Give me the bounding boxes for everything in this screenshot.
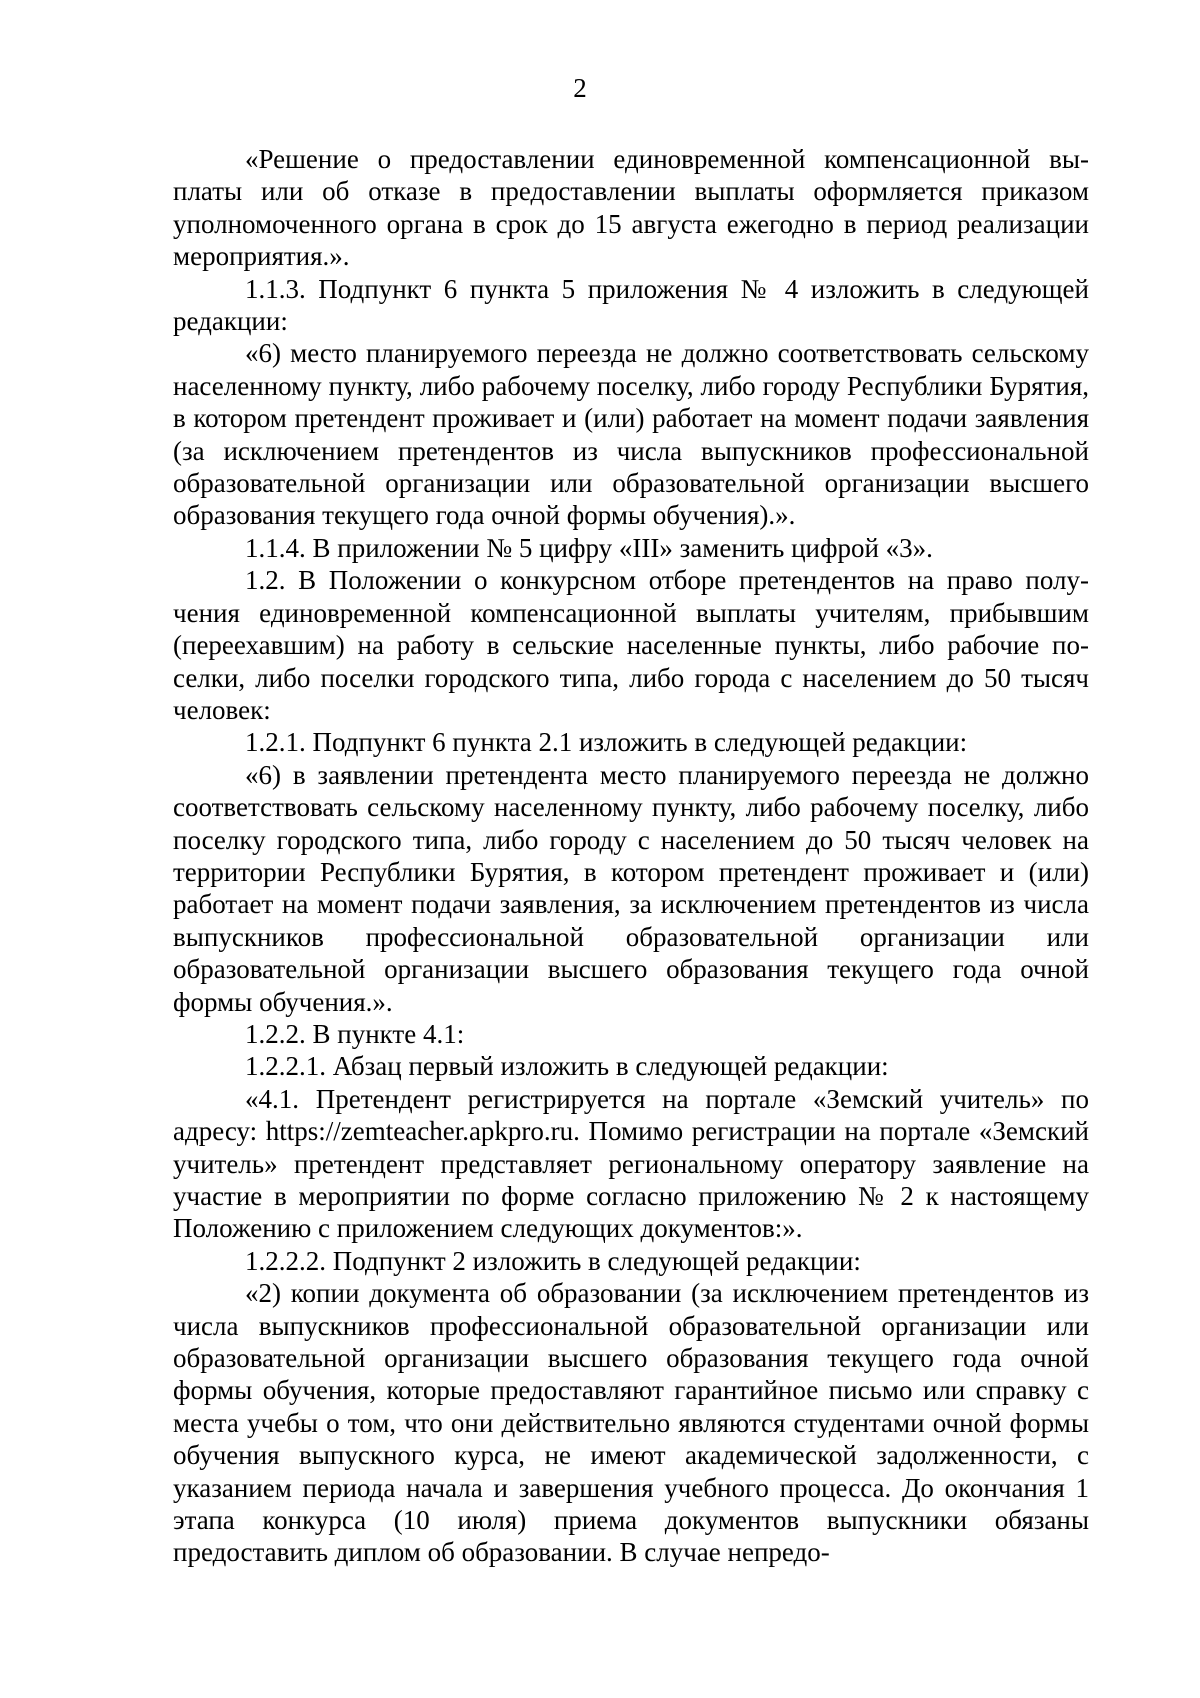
paragraph-subitem-6-text: «6) место планируемого переезда не должно соответствовать сельскому населенному пункту, либо рабочему поселку, либо городу Республики Бурятия, в котором претендент проживает и (или) работает на момент подачи заявления (за исключением претендентов из числа выпускников профессиональной образовательной организации или образовательной организации высшего образования текущего года очной формы обучения).».: [173, 338, 1089, 531]
paragraph-subitem-2-text: «2) копии документа об образовании (за исключением претендентов из числа выпускников профессиональной образовательной организации или образовательной организации высшего образования текущего года очной формы обучения, которые предоставляют гарантийное письмо или справку с места учебы о том, что они действительно являются студентами очной формы обучения выпускного курса, не имеют академической задолженности, с указанием периода начала и завершения учебного процесса. До окончания 1 этапа конкурса (10 июля) приема документов выпускники обязаны предоставить диплом об образовании. В случае непредо-: [173, 1278, 1089, 1568]
document-body: [173, 143, 1089, 1569]
paragraph-subitem-6-application-text: «6) в заявлении претендента место планируемого переезда не должно соответствовать сельскому населенному пункту, либо рабочему поселку, либо поселку городского типа, либо городу с населением до 50 тысяч человек на территории Республики Бурятия, в котором претендент проживает и (или) работает на момент подачи заявления, за исключением претендентов из числа выпускников профессиональной образовательной организации или образовательной организации высшего образования текущего года очной формы обучения.».: [173, 759, 1089, 1017]
paragraph-1-2: 1.2. В Положении о конкурсном отборе претендентов на право получения единовременной компенсационной выплаты учителям, прибывшим (переехавшим) на работу в сельские населенные пункты, либо рабочие поселки, либо поселки городского типа, либо города с населением до 50 тысяч человек:: [173, 565, 1089, 725]
paragraph-decision-text: «Решение о предоставлении единовременной компенсационной выплаты или об отказе в предоставлении выплаты оформляется приказом уполномоченного органа в срок до 15 августа ежегодно в период реализации мероприятия.».: [173, 144, 1089, 272]
paragraph-1-2-2-1: 1.2.2.1. Абзац первый изложить в следующей редакции:: [245, 1051, 889, 1082]
paragraph-1-2-1: 1.2.1. Подпункт 6 пункта 2.1 изложить в следующей редакции:: [245, 727, 968, 758]
page-number: 2: [573, 73, 587, 103]
paragraph-4-1-text: «4.1. Претендент регистрируется на портале «Земский учитель» по адресу: https://zemteacher.apkpro.ru. Помимо регистрации на портале «Земский учитель» претендент представляет региональному оператору заявление на участие в мероприятии по форме согласно приложению № 2 к настоящему Положению с приложением следующих документов:».: [173, 1083, 1089, 1244]
paragraph-1-1-4: 1.1.4. В приложении № 5 цифру «III» заменить цифрой «3».: [245, 532, 933, 563]
paragraph-1-1-3: 1.1.3. Подпункт 6 пункта 5 приложения № 4 изложить в следующей редакции:: [173, 273, 1089, 337]
paragraph-1-2-2: 1.2.2. В пункте 4.1:: [245, 1018, 465, 1049]
paragraph-1-2-2-2: 1.2.2.2. Подпункт 2 изложить в следующей редакции:: [245, 1245, 861, 1276]
